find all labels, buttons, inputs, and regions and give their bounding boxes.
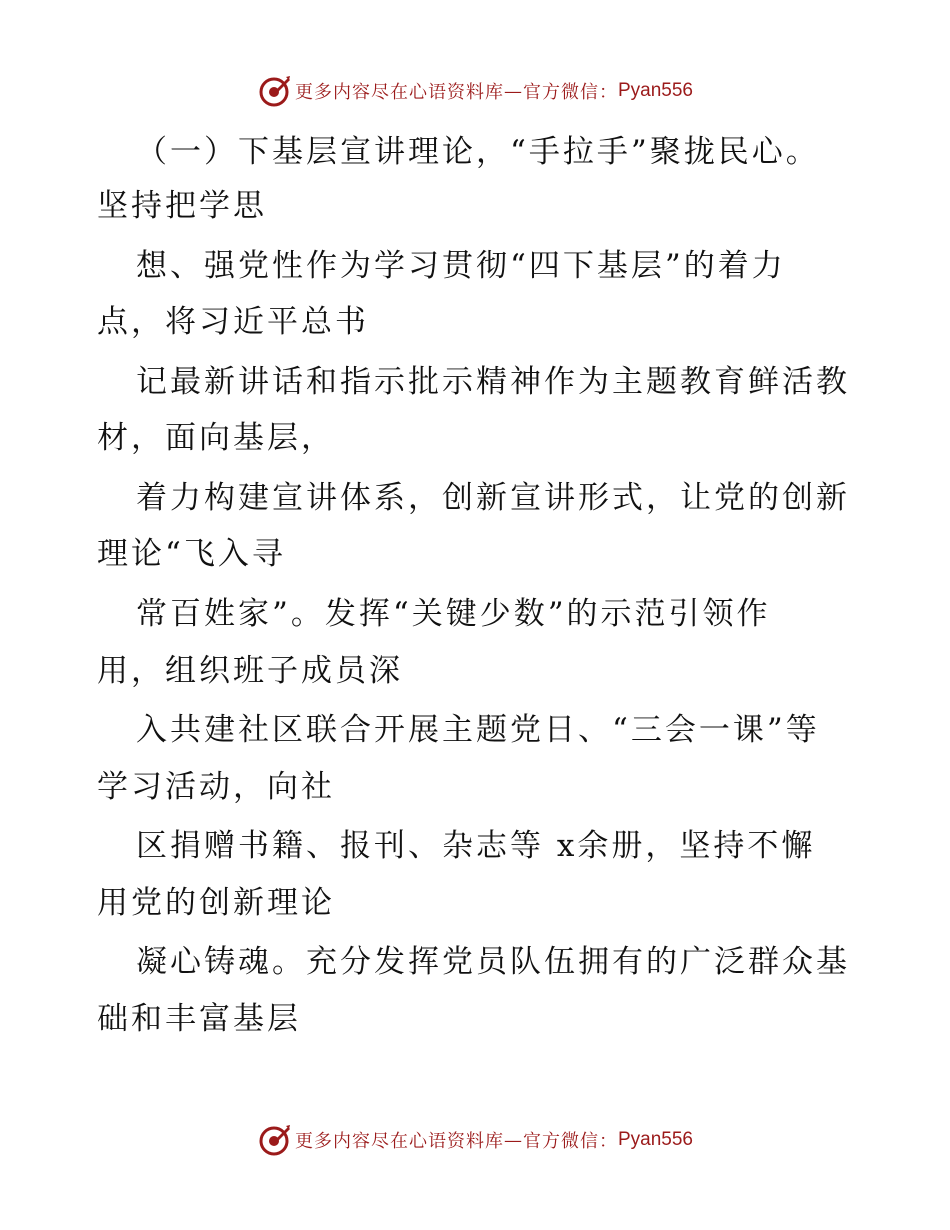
text-line: 着力构建宣讲体系，创新宣讲形式，让党的创新 (136, 480, 850, 516)
text-line: 用，组织班子成员深 (97, 653, 403, 689)
text-line: 学习活动，向社 (97, 769, 335, 805)
header-watermark (0, 71, 950, 111)
footer-wechat-id: Pyan556 (617, 1129, 693, 1150)
text-line: 常百姓家”。发挥“关键少数”的示范引领作 (136, 596, 771, 632)
header-wechat-id: Pyan556 (617, 80, 693, 101)
header-dash: — (503, 80, 523, 102)
text-line: 点，将习近平总书 (97, 304, 369, 340)
text-line: 想、强党性作为学习贯彻“四下基层”的着力 (136, 248, 786, 284)
text-line: 用党的创新理论 (97, 885, 335, 921)
text-line: 础和丰富基层 (97, 1001, 301, 1037)
text-line: 材，面向基层， (97, 420, 335, 456)
header-wechat-label: 官方微信： (522, 82, 618, 103)
text-line: 区捐赠书籍、报刊、杂志等 x余册，坚持不懈 (136, 828, 816, 864)
text-line: 入共建社区联合开展主题党日、“三会一课”等 (136, 712, 820, 748)
text-line: （一）下基层宣讲理论，“手拉手”聚拢民心。 (136, 134, 820, 170)
text-line: 凝心铸魂。充分发挥党员队伍拥有的广泛群众基 (136, 944, 850, 980)
header-site-text: 更多内容尽在心语资料库 (294, 82, 504, 103)
text-line: 记最新讲话和指示批示精神作为主题教育鲜活教 (136, 364, 850, 400)
footer-wechat-label: 官方微信： (522, 1131, 618, 1152)
logo-icon (257, 74, 291, 108)
text-line: 理论“飞入寻 (97, 536, 286, 572)
logo-icon (257, 1123, 291, 1157)
footer-watermark (0, 1120, 950, 1160)
footer-site-text: 更多内容尽在心语资料库 (294, 1131, 504, 1152)
footer-dash: — (503, 1129, 523, 1151)
text-line: 坚持把学思 (97, 188, 267, 224)
